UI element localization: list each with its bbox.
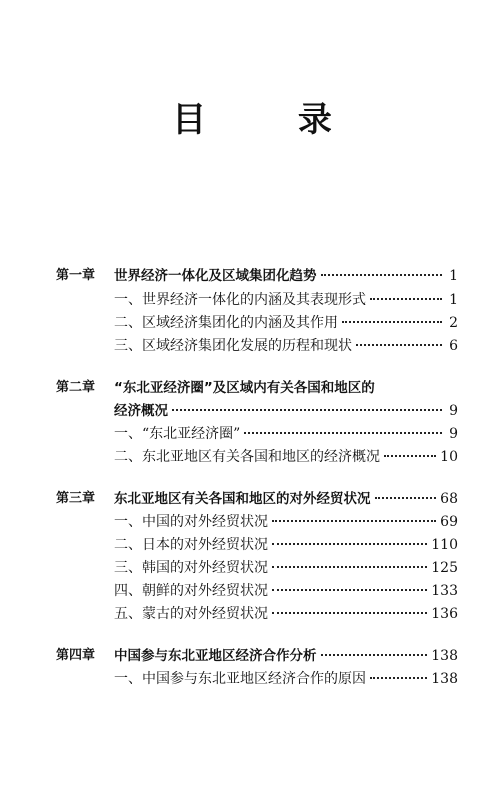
section-1-1-title: 一、世界经济一体化的内涵及其表现形式 xyxy=(114,292,366,308)
chapter-4-label: 第四章 xyxy=(56,648,96,663)
dot-leader xyxy=(272,589,427,591)
dot-leader xyxy=(375,497,437,499)
chapter-2-label: 第二章 xyxy=(56,380,96,395)
chapter-4-row[interactable] xyxy=(0,645,504,667)
chapter-2-page: 9 xyxy=(449,403,458,419)
section-3-1-page: 69 xyxy=(440,514,458,530)
chapter-2-row-line1[interactable] xyxy=(0,377,504,399)
dot-leader xyxy=(272,520,436,522)
chapter-3-label: 第三章 xyxy=(56,491,96,506)
dot-leader xyxy=(172,409,442,411)
section-3-3-page: 125 xyxy=(431,560,458,576)
section-3-3-title: 三、韩国的对外经贸状况 xyxy=(114,560,268,576)
section-3-2-page: 110 xyxy=(431,537,458,553)
section-2-2-title: 二、东北亚地区有关各国和地区的经济概况 xyxy=(114,449,380,465)
section-3-5-page: 136 xyxy=(431,606,458,622)
section-3-2-title: 二、日本的对外经贸状况 xyxy=(114,537,268,553)
section-2-1-row[interactable] xyxy=(0,423,504,445)
dot-leader xyxy=(272,566,427,568)
dot-leader xyxy=(342,321,442,323)
section-3-4-page: 133 xyxy=(431,583,458,599)
dot-leader xyxy=(272,543,427,545)
dot-leader xyxy=(321,654,428,656)
section-1-2-title: 二、区域经济集团化的内涵及其作用 xyxy=(114,315,338,331)
dot-leader xyxy=(272,612,427,614)
chapter-2-title-line1: “东北亚经济圈”及区域内有关各国和地区的 xyxy=(114,380,375,396)
section-1-3-title: 三、区域经济集团化发展的历程和现状 xyxy=(114,338,352,354)
chapter-1-row[interactable] xyxy=(0,265,504,287)
page-title: 目 录 xyxy=(172,100,372,140)
section-2-2-row[interactable] xyxy=(0,446,504,468)
chapter-1-title: 世界经济一体化及区域集团化趋势 xyxy=(114,268,317,284)
dot-leader xyxy=(244,432,442,434)
section-3-3-row[interactable] xyxy=(0,557,504,579)
section-3-1-title: 一、中国的对外经贸状况 xyxy=(114,514,268,530)
chapter-2-row[interactable] xyxy=(0,400,504,422)
chapter-3-row[interactable] xyxy=(0,488,504,510)
dot-leader xyxy=(356,344,442,346)
section-2-2-page: 10 xyxy=(440,449,458,465)
dot-leader xyxy=(370,298,442,300)
chapter-3-page: 68 xyxy=(440,491,458,507)
section-1-3-row[interactable] xyxy=(0,335,504,357)
section-4-1-row[interactable] xyxy=(0,668,504,690)
section-1-2-row[interactable] xyxy=(0,312,504,334)
chapter-2-title: 经济概况 xyxy=(114,403,168,419)
chapter-4-title: 中国参与东北亚地区经济合作分析 xyxy=(114,648,317,664)
section-1-2-page: 2 xyxy=(449,315,458,331)
dot-leader xyxy=(370,677,427,679)
section-3-1-row[interactable] xyxy=(0,511,504,533)
section-2-1-title: 一、“东北亚经济圈” xyxy=(114,426,241,442)
section-1-3-page: 6 xyxy=(449,338,458,354)
section-3-4-row[interactable] xyxy=(0,580,504,602)
section-3-2-row[interactable] xyxy=(0,534,504,556)
section-1-1-row[interactable] xyxy=(0,289,504,311)
dot-leader xyxy=(384,455,436,457)
section-2-1-page: 9 xyxy=(449,426,458,442)
section-4-1-page: 138 xyxy=(431,671,458,687)
chapter-4-page: 138 xyxy=(431,648,458,664)
chapter-1-label: 第一章 xyxy=(56,268,96,283)
chapter-3-title: 东北亚地区有关各国和地区的对外经贸状况 xyxy=(114,491,371,507)
section-3-5-title: 五、蒙古的对外经贸状况 xyxy=(114,606,268,622)
section-4-1-title: 一、中国参与东北亚地区经济合作的原因 xyxy=(114,671,366,687)
section-3-5-row[interactable] xyxy=(0,603,504,625)
section-1-1-page: 1 xyxy=(449,292,458,308)
dot-leader xyxy=(321,274,443,276)
chapter-1-page: 1 xyxy=(449,268,458,284)
section-3-4-title: 四、朝鲜的对外经贸状况 xyxy=(114,583,268,599)
